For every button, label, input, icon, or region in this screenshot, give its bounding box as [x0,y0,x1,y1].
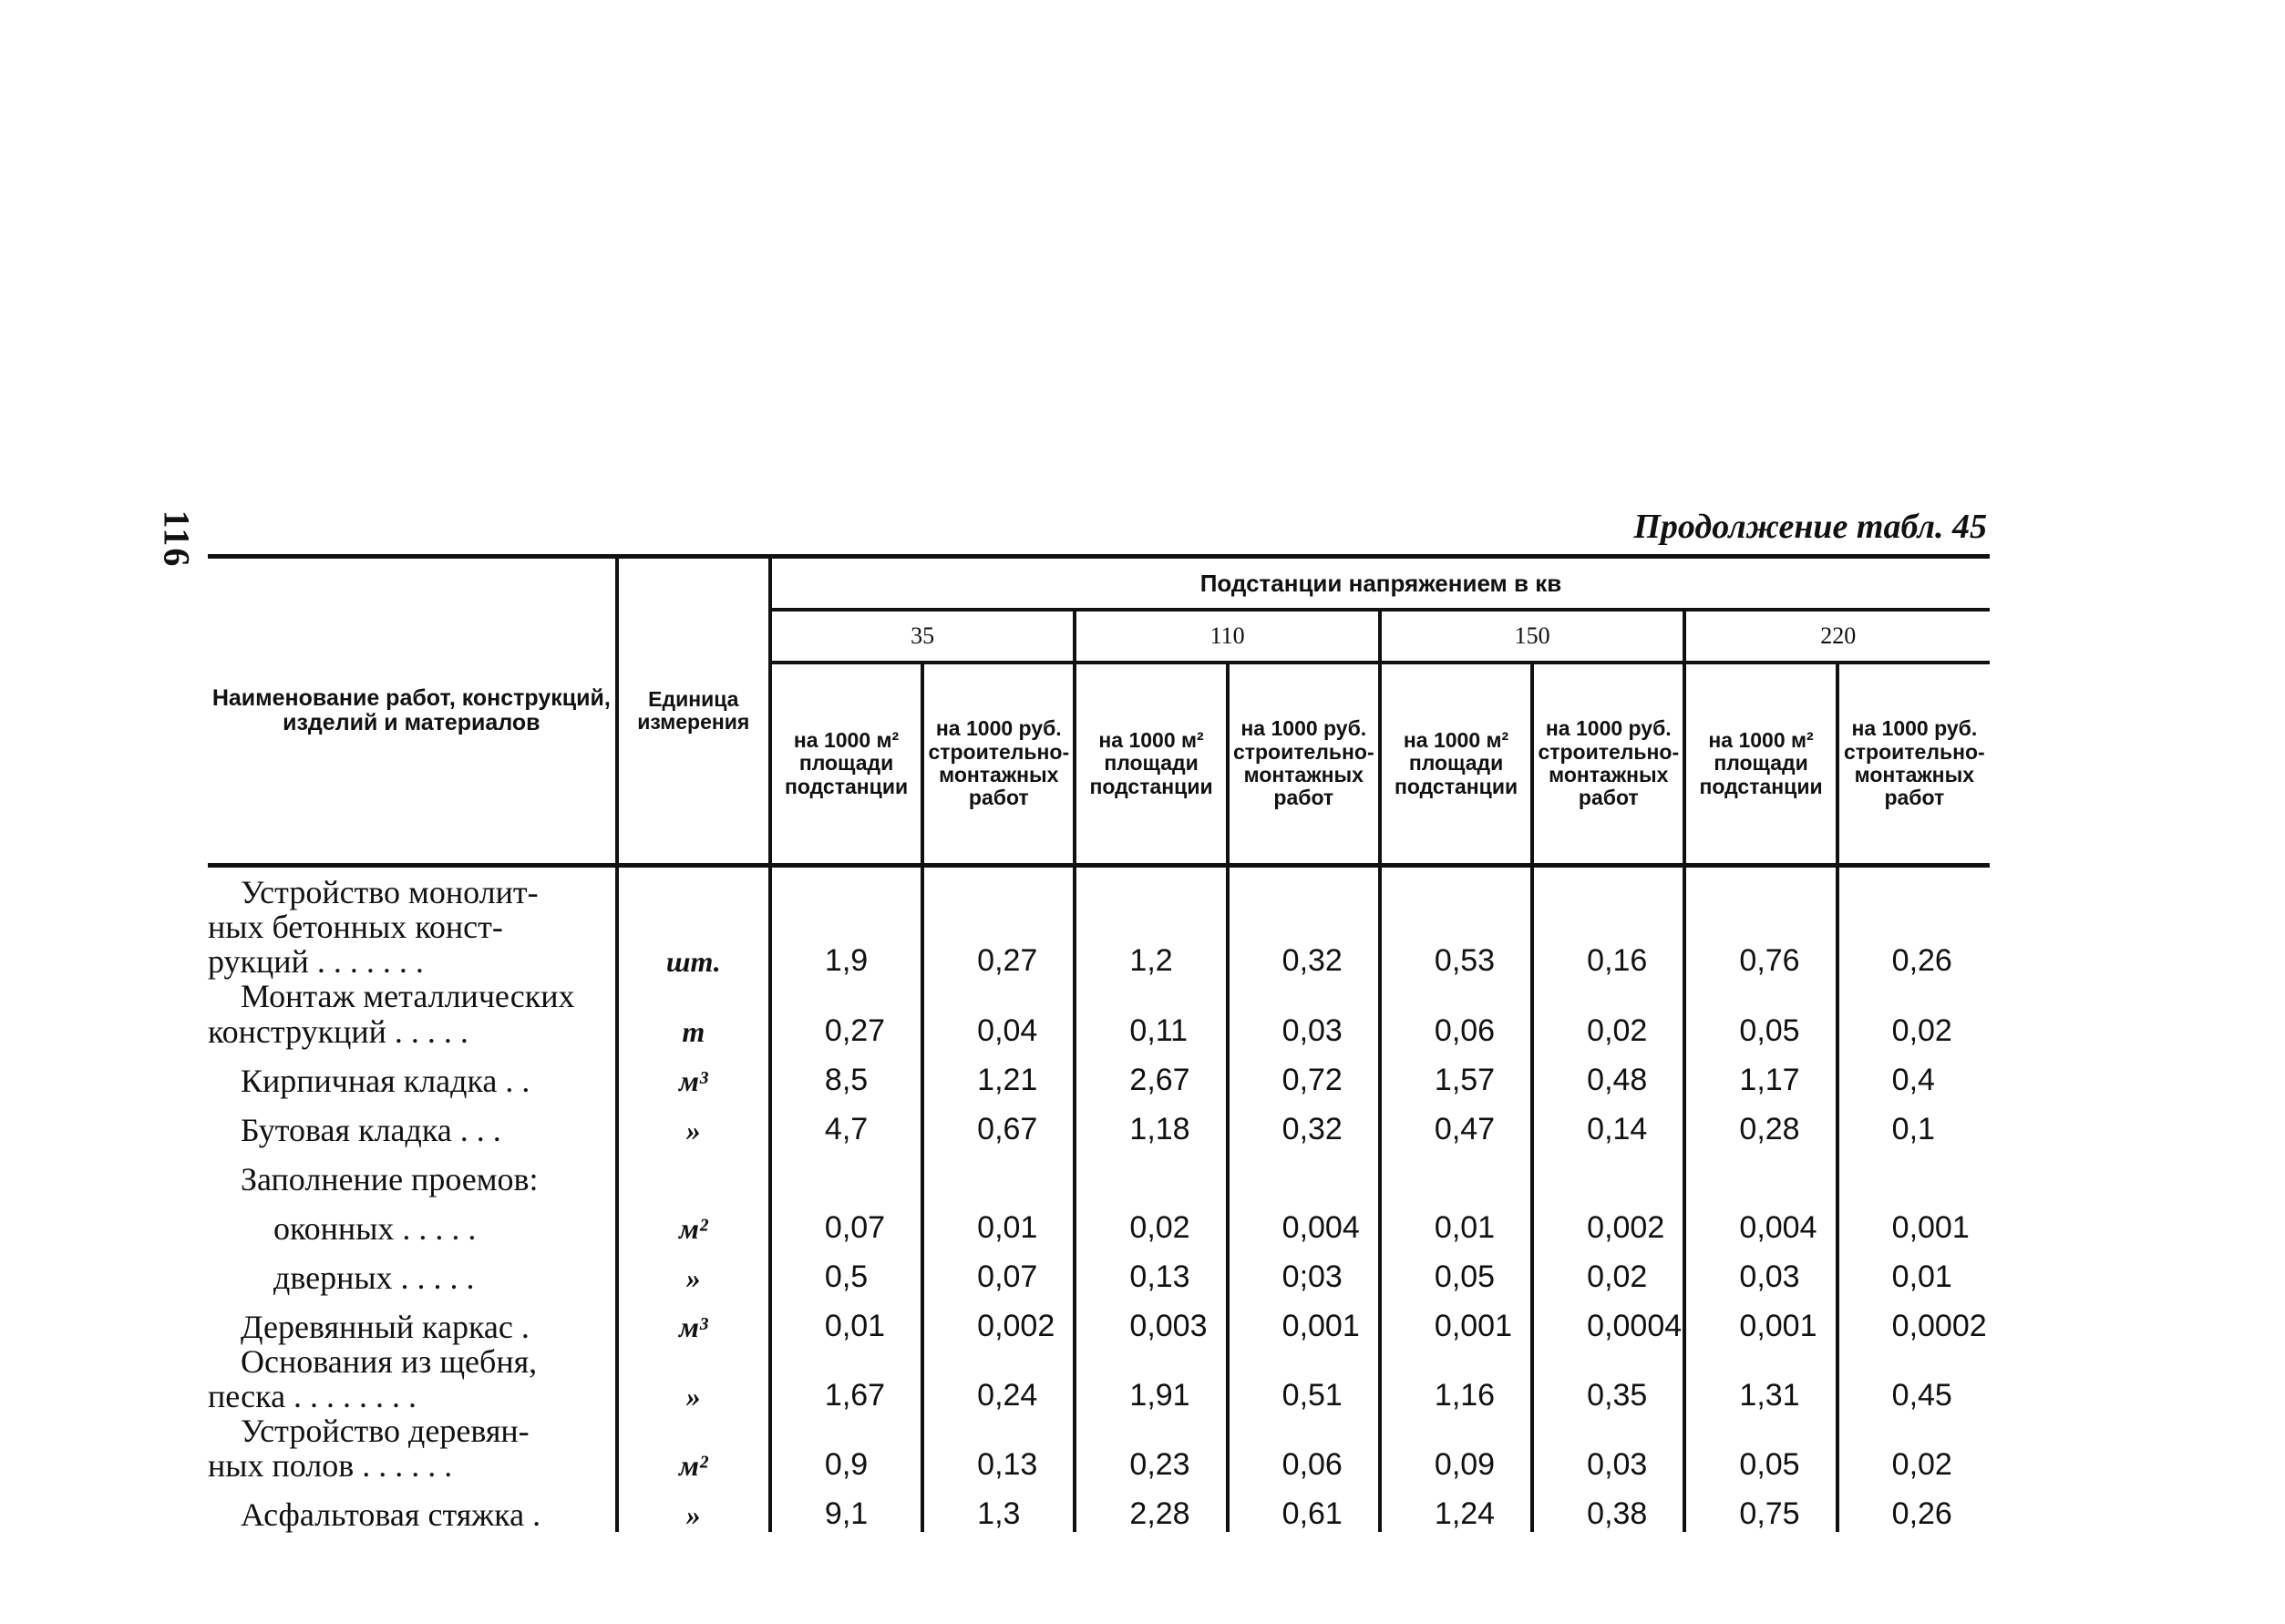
row-value: 0,01 [1380,1197,1532,1246]
row-value: 0,13 [1075,1246,1227,1295]
header-name-column: Наименование работ, конструкций, изделий и материалов [208,557,617,866]
table-row [208,1344,1990,1413]
row-value: 0,26 [1837,1483,1990,1532]
data-table [208,554,1990,1532]
row-value: 1,24 [1380,1483,1532,1532]
row-value: 0,02 [1075,1197,1227,1246]
page-number: 116 [156,509,198,569]
row-value: 9,1 [770,1483,922,1532]
row-value: 0,72 [1228,1049,1380,1098]
row-name-line: Кирпичная кладка . . [241,1062,530,1099]
row-unit: » [617,1483,770,1532]
row-value: 0,32 [1228,1098,1380,1147]
row-value [922,1147,1075,1197]
row-value: 0,03 [1228,979,1380,1048]
row-value: 0,04 [922,979,1075,1048]
row-unit [617,1147,770,1197]
row-value: 0,06 [1228,1413,1380,1483]
row-value: 0,01 [770,1295,922,1344]
row-value: 0,4 [1837,1049,1990,1098]
row-value: 0,24 [922,1344,1075,1413]
row-name-line: ных бетонных конст- [208,909,503,946]
row-name [208,1295,617,1344]
row-name [208,1246,617,1295]
row-value: 0,02 [1532,979,1684,1048]
row-value: 0,27 [770,979,922,1048]
row-name [208,1098,617,1147]
row-unit: м² [617,1197,770,1246]
row-value: 0,07 [770,1197,922,1246]
row-value: 0,51 [1228,1344,1380,1413]
header-voltage-110: 110 [1075,610,1380,663]
row-value: 1,91 [1075,1344,1227,1413]
row-name [208,1483,617,1532]
row-value: 1,3 [922,1483,1075,1532]
table-row [208,1295,1990,1344]
table-caption: Продолжение табл. 45 [1633,508,1987,546]
row-value: 1,31 [1684,1344,1837,1413]
row-value: 0,76 [1684,866,1837,980]
row-value: 0,9 [770,1413,922,1483]
row-value: 0,001 [1228,1295,1380,1344]
row-value: 0,16 [1532,866,1684,980]
row-value [1532,1147,1684,1197]
row-value: 0,01 [922,1197,1075,1246]
row-unit: » [617,1344,770,1413]
row-value: 0,1 [1837,1098,1990,1147]
row-value: 0,003 [1075,1295,1227,1344]
row-name [208,1147,617,1197]
row-value: 0,05 [1380,1246,1532,1295]
row-name-line: Устройство деревян- [241,1413,530,1450]
table-row [208,866,1990,980]
row-value: 0,47 [1380,1098,1532,1147]
row-value [1837,1147,1990,1197]
row-value: 0,004 [1228,1197,1380,1246]
row-value: 0,5 [770,1246,922,1295]
row-value: 0,0002 [1837,1295,1990,1344]
row-name [208,866,617,980]
row-value: 0,07 [922,1246,1075,1295]
row-name-line: рукций . . . . . . . [208,943,424,981]
row-value: 0,002 [1532,1197,1684,1246]
row-value: 0,09 [1380,1413,1532,1483]
table-body [208,866,1990,1533]
row-value: 0,45 [1837,1344,1990,1413]
row-unit: т [617,979,770,1048]
header-per-1000-m2: на 1000 м² площади подстанции [1075,663,1227,866]
table-row [208,1483,1990,1532]
row-name-line: Бутовая кладка . . . [241,1111,501,1148]
row-name [208,979,617,1048]
row-name-line: Основания из щебня, [241,1342,538,1380]
row-value: 1,18 [1075,1098,1227,1147]
row-name-line: Заполнение проемов: [241,1160,539,1197]
row-value: 0,48 [1532,1049,1684,1098]
row-value: 0,02 [1532,1246,1684,1295]
table-row [208,1098,1990,1147]
header-unit-column: Единица измерения [617,557,770,866]
row-value: 0,35 [1532,1344,1684,1413]
row-unit: м³ [617,1049,770,1098]
header-voltage-220: 220 [1684,610,1990,663]
header-per-1000-rub: на 1000 руб. строительно-монтажных работ [1228,663,1380,866]
row-name-line: дверных . . . . . [273,1259,475,1296]
row-value: 0,03 [1684,1246,1837,1295]
row-name-line: конструкций . . . . . [208,1012,468,1050]
table-row [208,1413,1990,1483]
table-row [208,1197,1990,1246]
row-value [1228,1147,1380,1197]
row-value: 0,06 [1380,979,1532,1048]
row-value: 0,001 [1837,1197,1990,1246]
row-name [208,1197,617,1246]
row-value: 0,02 [1837,979,1990,1048]
row-value: 0,01 [1837,1246,1990,1295]
row-name-line: Монтаж металлических [241,978,575,1015]
row-value: 1,17 [1684,1049,1837,1098]
header-per-1000-rub: на 1000 руб. строительно-монтажных работ [922,663,1075,866]
row-name-line: ных полов . . . . . . [208,1447,453,1485]
row-unit: м³ [617,1295,770,1344]
header-voltage-150: 150 [1380,610,1685,663]
data-table-container [208,554,1990,1532]
row-name-line: песка . . . . . . . . [208,1377,417,1414]
row-value: 0,002 [922,1295,1075,1344]
header-per-1000-m2: на 1000 м² площади подстанции [770,663,922,866]
row-value: 0,23 [1075,1413,1227,1483]
row-name-line: Деревянный каркас . [241,1308,530,1345]
row-name-line: оконных . . . . . [273,1209,477,1247]
row-name [208,1413,617,1483]
row-unit: » [617,1098,770,1147]
row-value: 0,75 [1684,1483,1837,1532]
header-substation-group: Подстанции напряжением в кв [770,557,1990,611]
row-value: 1,57 [1380,1049,1532,1098]
row-value: 0,05 [1684,1413,1837,1483]
row-value [1684,1147,1837,1197]
row-value: 0,26 [1837,866,1990,980]
table-header [208,557,1990,866]
row-value [1075,1147,1227,1197]
header-per-1000-rub: на 1000 руб. строительно-монтажных работ [1837,663,1990,866]
row-value: 2,67 [1075,1049,1227,1098]
row-value: 0,11 [1075,979,1227,1048]
row-name-line: Асфальтовая стяжка . [241,1496,541,1534]
header-per-1000-rub: на 1000 руб. строительно-монтажных работ [1532,663,1684,866]
row-name [208,1049,617,1098]
row-value: 1,67 [770,1344,922,1413]
row-value: 1,21 [922,1049,1075,1098]
row-value: 0,03 [1532,1413,1684,1483]
row-value: 0,004 [1684,1197,1837,1246]
table-row [208,1147,1990,1197]
row-value: 0,38 [1532,1483,1684,1532]
row-value: 1,2 [1075,866,1227,980]
row-value: 4,7 [770,1098,922,1147]
row-value: 0,61 [1228,1483,1380,1532]
row-value: 0,13 [922,1413,1075,1483]
row-value: 1,16 [1380,1344,1532,1413]
row-value: 0,001 [1684,1295,1837,1344]
row-value: 0,14 [1532,1098,1684,1147]
row-value: 0;03 [1228,1246,1380,1295]
row-value: 0,53 [1380,866,1532,980]
row-value: 0,27 [922,866,1075,980]
row-unit: м² [617,1413,770,1483]
row-name [208,1344,617,1413]
row-value: 0,02 [1837,1413,1990,1483]
header-per-1000-m2: на 1000 м² площади подстанции [1380,663,1532,866]
row-value: 1,9 [770,866,922,980]
row-value: 0,05 [1684,979,1837,1048]
row-value: 0,67 [922,1098,1075,1147]
row-value [770,1147,922,1197]
row-value: 8,5 [770,1049,922,1098]
table-row [208,1246,1990,1295]
row-value [1380,1147,1532,1197]
row-value: 2,28 [1075,1483,1227,1532]
table-row [208,1049,1990,1098]
table-row [208,979,1990,1048]
row-name-line: Устройство монолит- [241,874,539,910]
row-value: 0,32 [1228,866,1380,980]
header-voltage-35: 35 [770,610,1076,663]
row-unit: » [617,1246,770,1295]
row-value: 0,001 [1380,1295,1532,1344]
header-per-1000-m2: на 1000 м² площади подстанции [1684,663,1837,866]
row-value: 0,0004 [1532,1295,1684,1344]
row-unit: шт. [617,866,770,980]
row-value: 0,28 [1684,1098,1837,1147]
